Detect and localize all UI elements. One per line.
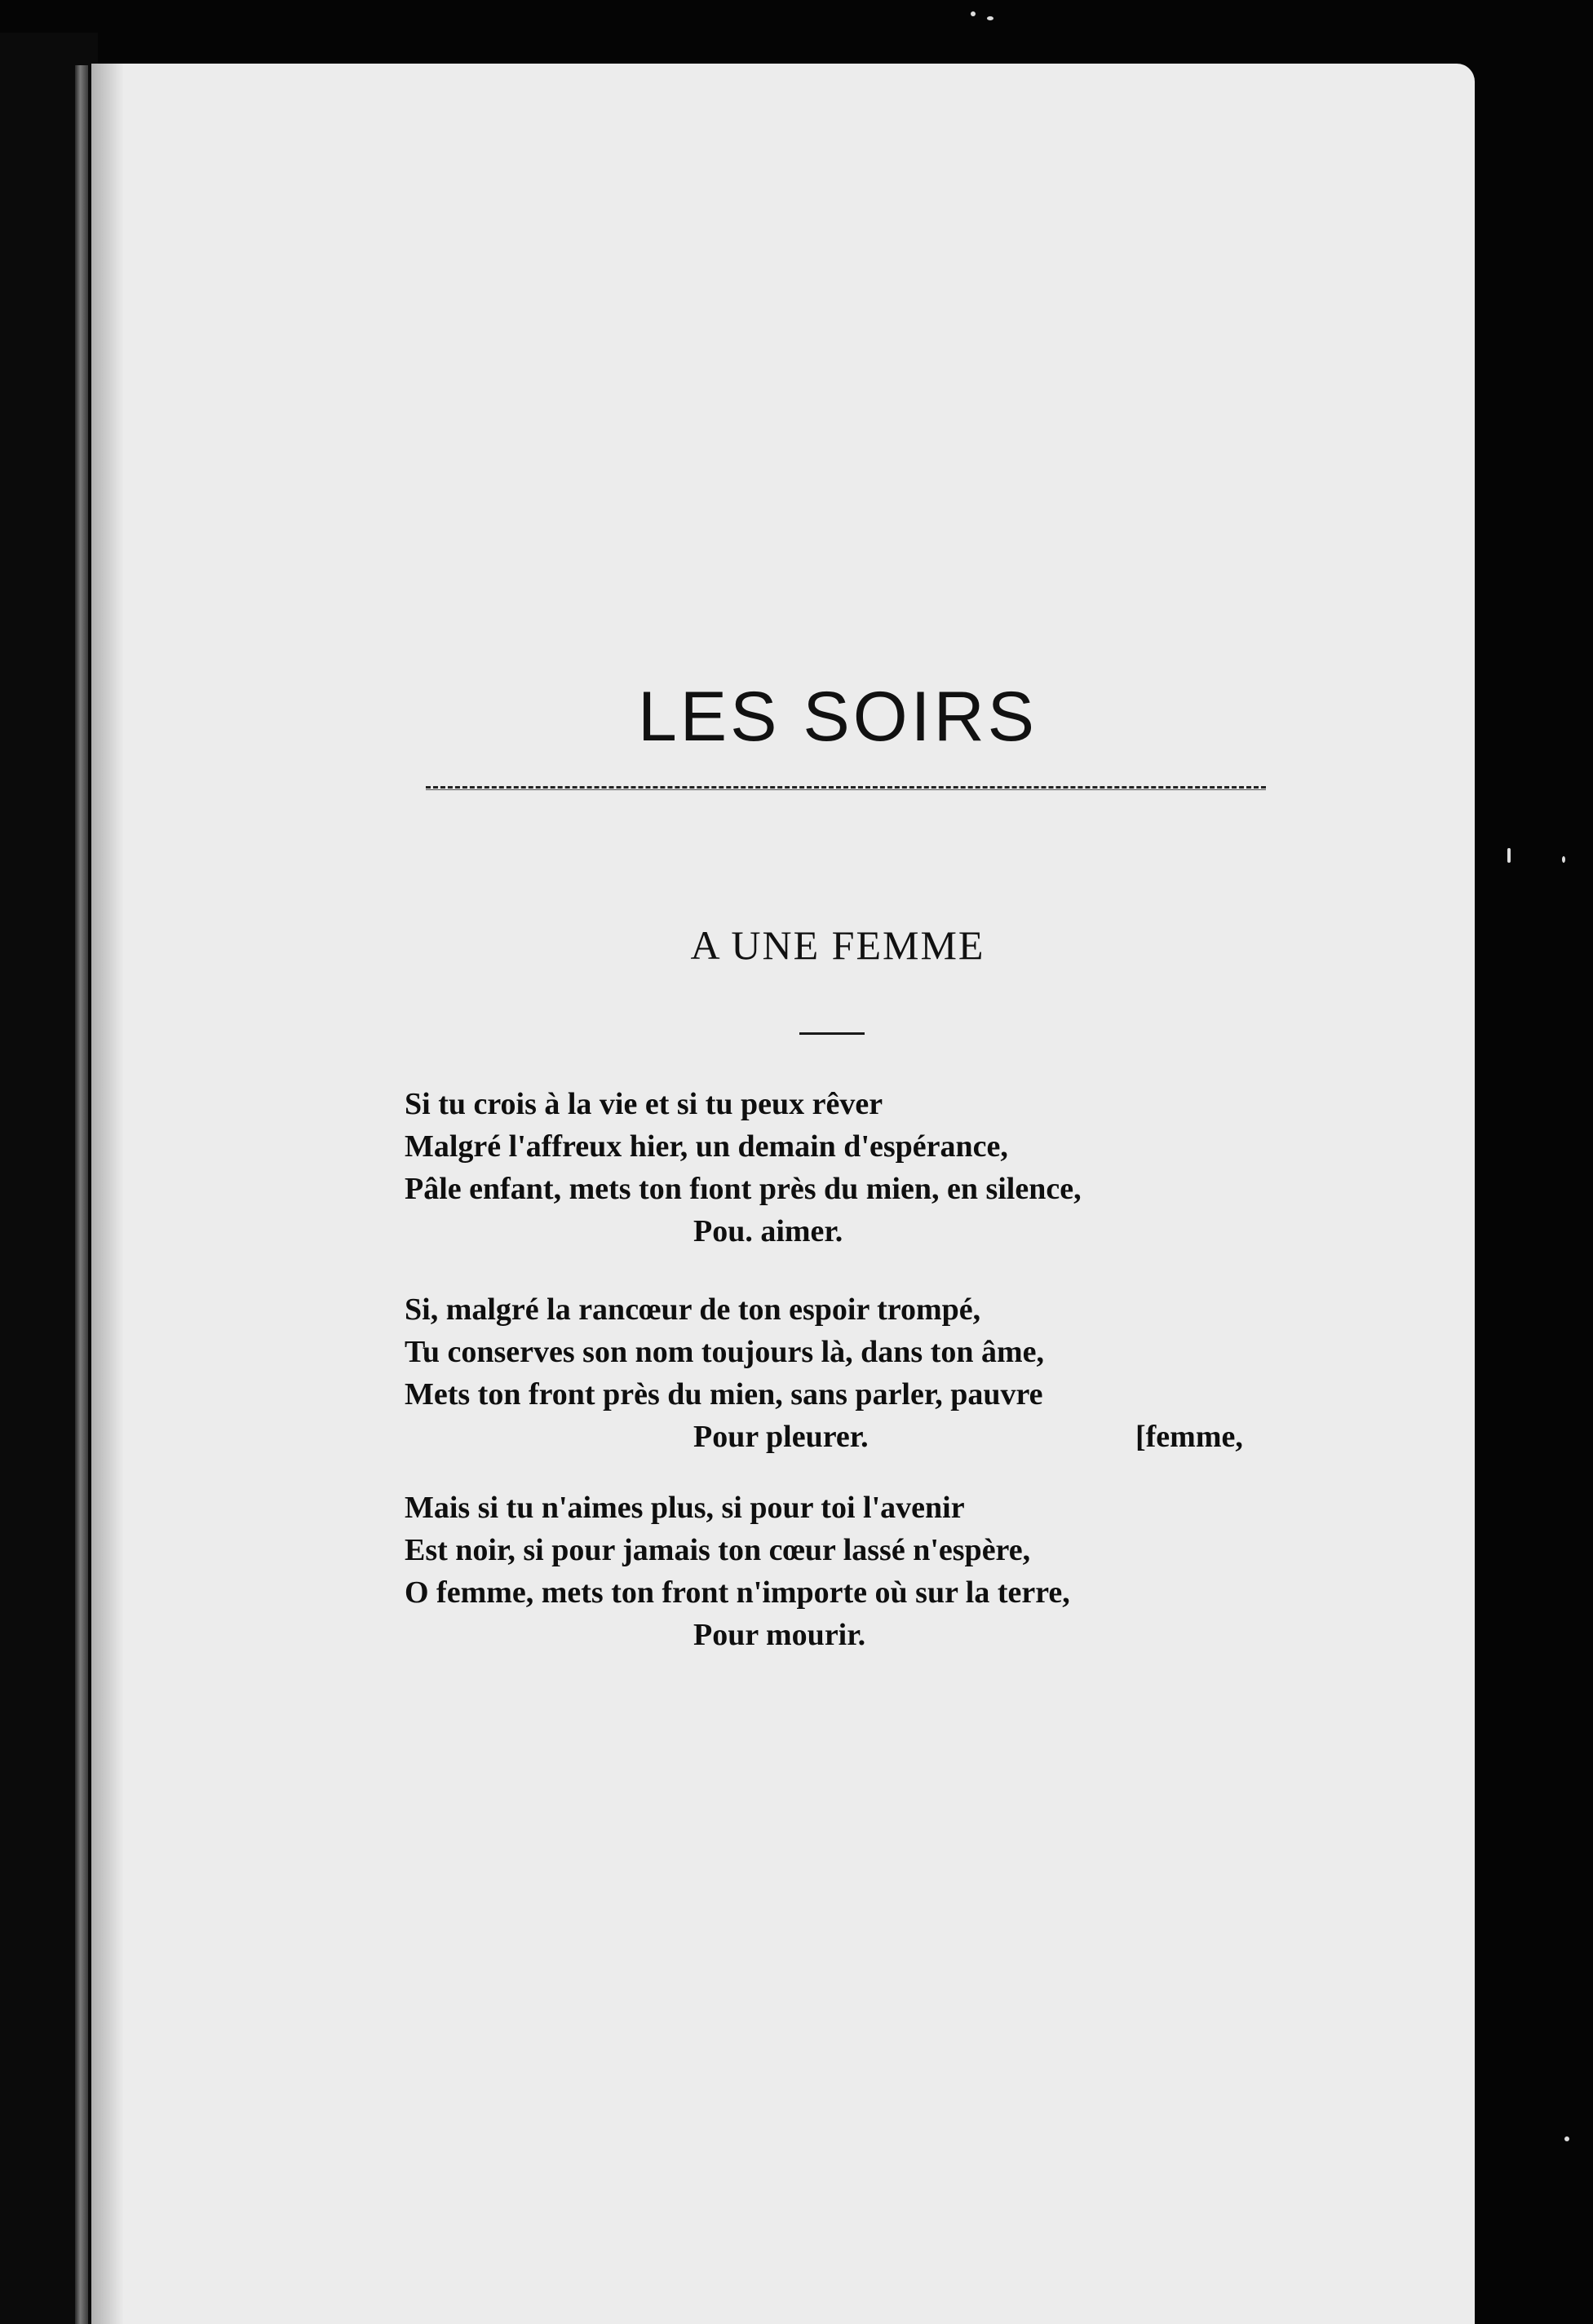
- verse-line: Si, malgré la rancœur de ton espoir trompé,: [405, 1292, 981, 1327]
- verse-line: Malgré l'affreux hier, un demain d'espérance,: [405, 1129, 1008, 1164]
- poem-title: A UNE FEMME: [690, 922, 985, 968]
- stanza-3: [405, 1487, 1302, 1656]
- stanza-1: [405, 1083, 1302, 1253]
- page-content: [91, 64, 1475, 2324]
- verse-line: Est noir, si pour jamais ton cœur lassé n'espère,: [405, 1533, 1031, 1567]
- verse-overflow: [femme,: [1135, 1420, 1243, 1454]
- verse-line: Pâle enfant, mets ton fıont près du mien, en silence,: [405, 1172, 1082, 1206]
- poem-title-rule: [799, 1032, 865, 1035]
- verse-line: Si tu crois à la vie et si tu peux rêver: [405, 1087, 883, 1121]
- dust-speck: [987, 16, 993, 20]
- dust-speck: [1562, 856, 1565, 863]
- page-gutter-shadow: [91, 64, 124, 2324]
- page-title: LES SOIRS: [637, 678, 1038, 756]
- verse-line: O femme, mets ton front n'importe où sur la terre,: [405, 1575, 1070, 1610]
- verse-refrain: Pour mourir.: [693, 1618, 866, 1652]
- verse-refrain: Pou. aimer.: [693, 1214, 843, 1248]
- verse-refrain: Pour pleurer.: [693, 1420, 869, 1454]
- title-rule: [426, 786, 1266, 789]
- spine-edge: [75, 65, 88, 2324]
- verse-line: Mais si tu n'aimes plus, si pour toi l'avenir: [405, 1491, 965, 1525]
- title-rule-fine: [426, 789, 1266, 790]
- verse-line: Tu conserves son nom toujours là, dans ton âme,: [405, 1335, 1045, 1369]
- verse-line: Mets ton front près du mien, sans parler, pauvre: [405, 1377, 1043, 1412]
- verse-refrain-row: [405, 1416, 1302, 1458]
- dust-speck: [1507, 848, 1511, 863]
- dust-speck: [1564, 2136, 1569, 2141]
- dust-speck: [971, 11, 976, 16]
- book-page: [91, 64, 1475, 2324]
- stanza-2: [405, 1288, 1302, 1458]
